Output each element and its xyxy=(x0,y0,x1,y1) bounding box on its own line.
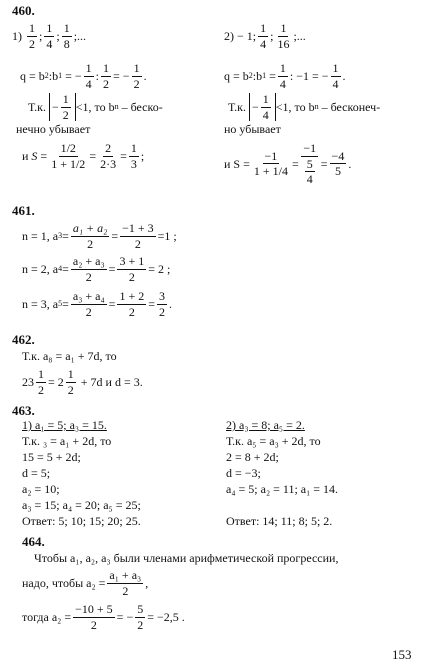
p464-line-1: Чтобы a₁, a₂, a₃ были членами арифметической прогрессии, xyxy=(34,551,339,565)
problem-461-label: 461. xyxy=(12,203,35,218)
p460-c2-sequence: 2) − 1; 1 4 ; 1 16 ;... xyxy=(224,21,306,51)
p463-c2-line-1: 2) a₃ = 8; a₅ = 2. xyxy=(226,418,305,432)
p463-c1-line-3: 15 = 5 + 2d; xyxy=(22,450,81,464)
problem-463-label: 463. xyxy=(12,403,35,418)
p463-c2-line-2: Т.к. a₅ = a₃ + 2d, то xyxy=(226,434,321,448)
page-number: 153 xyxy=(392,647,412,662)
p460-c2-sum: и S = $\frac{-1}{1 + 1/4}$ = −1 $\frac{5}{4}$ = −4 5 . xyxy=(224,141,352,187)
problem-464-label: 464. xyxy=(22,534,45,549)
p463-c1-line-4: d = 5; xyxy=(22,466,51,480)
p464-line-2: надо, чтобы a₂ = $\frac{\text{a₁ + a₃}}{2}$ , xyxy=(22,568,149,598)
p463-c2-line-4: d = −3; xyxy=(226,466,261,480)
p464-line-3: тогда a₂ = $\frac{-10 + 5}{2}$ = − $\frac{5}{2}$ = −2,5 . xyxy=(22,602,185,632)
p460-c2-condition: Т.к. − 1 4 <1, то b n – бесконеч- xyxy=(228,92,381,122)
p462-line-1: Т.к. a₈ = a₁ + 7d, то xyxy=(22,349,117,363)
frac: 1 8 xyxy=(63,21,70,51)
p460-c1-sequence: 1) 1 2 ; 1 4 ; 1 8 ;... xyxy=(12,21,87,51)
problem-462-label: 462. xyxy=(12,332,35,347)
p461-line-3: n = 3, a 5 = $\frac{\text{a₃ + a₄}}{2}$ = 1 + 2 2 = 3 2 . xyxy=(22,289,173,319)
p460-c1-ratio: q = b 2 :b 1 = − $\frac{1}{4}$ : $\frac{1}{2}$ = − $\frac{1}{2}$ . xyxy=(20,61,147,91)
p463-c1-line-6: a₃ = 15; a₄ = 20; a₅ = 25; xyxy=(22,498,141,512)
p463-c2-line-6: Ответ: 14; 11; 8; 5; 2. xyxy=(226,514,333,528)
p462-line-2: 23 1 2 = 2 1 2 + 7d и d = 3. xyxy=(22,367,143,397)
p460-c2-ratio: q = b 2 :b 1 = $\frac{1}{4}$ : −1 = − $\frac{1}{4}$ . xyxy=(224,61,346,91)
p460-c1-condition-line2: нечно убывает xyxy=(16,122,91,136)
p460-c1-condition: Т.к. − 1 2 <1, то b n – беско- xyxy=(28,92,163,122)
frac: 1 2 xyxy=(29,21,35,51)
p463-c1-line-5: a₂ = 10; xyxy=(22,482,60,496)
p463-c1-line-1: 1) a₁ = 5; a₃ = 15. xyxy=(22,418,107,432)
p463-c1-line-2: Т.к. ₃ = a₁ + 2d, то xyxy=(22,434,112,448)
p460-c1-sum: и S = 1/2 1 + 1/2 = 2 2·3 = 1 3 ; xyxy=(22,141,145,171)
p463-c1-line-7: Ответ: 5; 10; 15; 20; 25. xyxy=(22,514,141,528)
p461-line-1: n = 1, a 3 = $\frac{\text{a₁ + a₂}}{2}$ = $\frac{-1 + 3}{2}$ =1 ; xyxy=(22,221,177,251)
problem-460-label: 460. xyxy=(12,3,35,18)
p460-c2-condition-line2: но убывает xyxy=(224,122,281,136)
p463-c2-line-3: 2 = 8 + 2d; xyxy=(226,450,279,464)
p463-c2-line-5: a₄ = 5; a₂ = 11; a₁ = 14. xyxy=(226,482,339,496)
p461-line-2: n = 2, a 4 = $\frac{\text{a₂ + a₃}}{2}$ = $\frac{3 + 1}{2}$ = 2 ; xyxy=(22,254,171,284)
frac: 1 4 xyxy=(46,21,53,51)
